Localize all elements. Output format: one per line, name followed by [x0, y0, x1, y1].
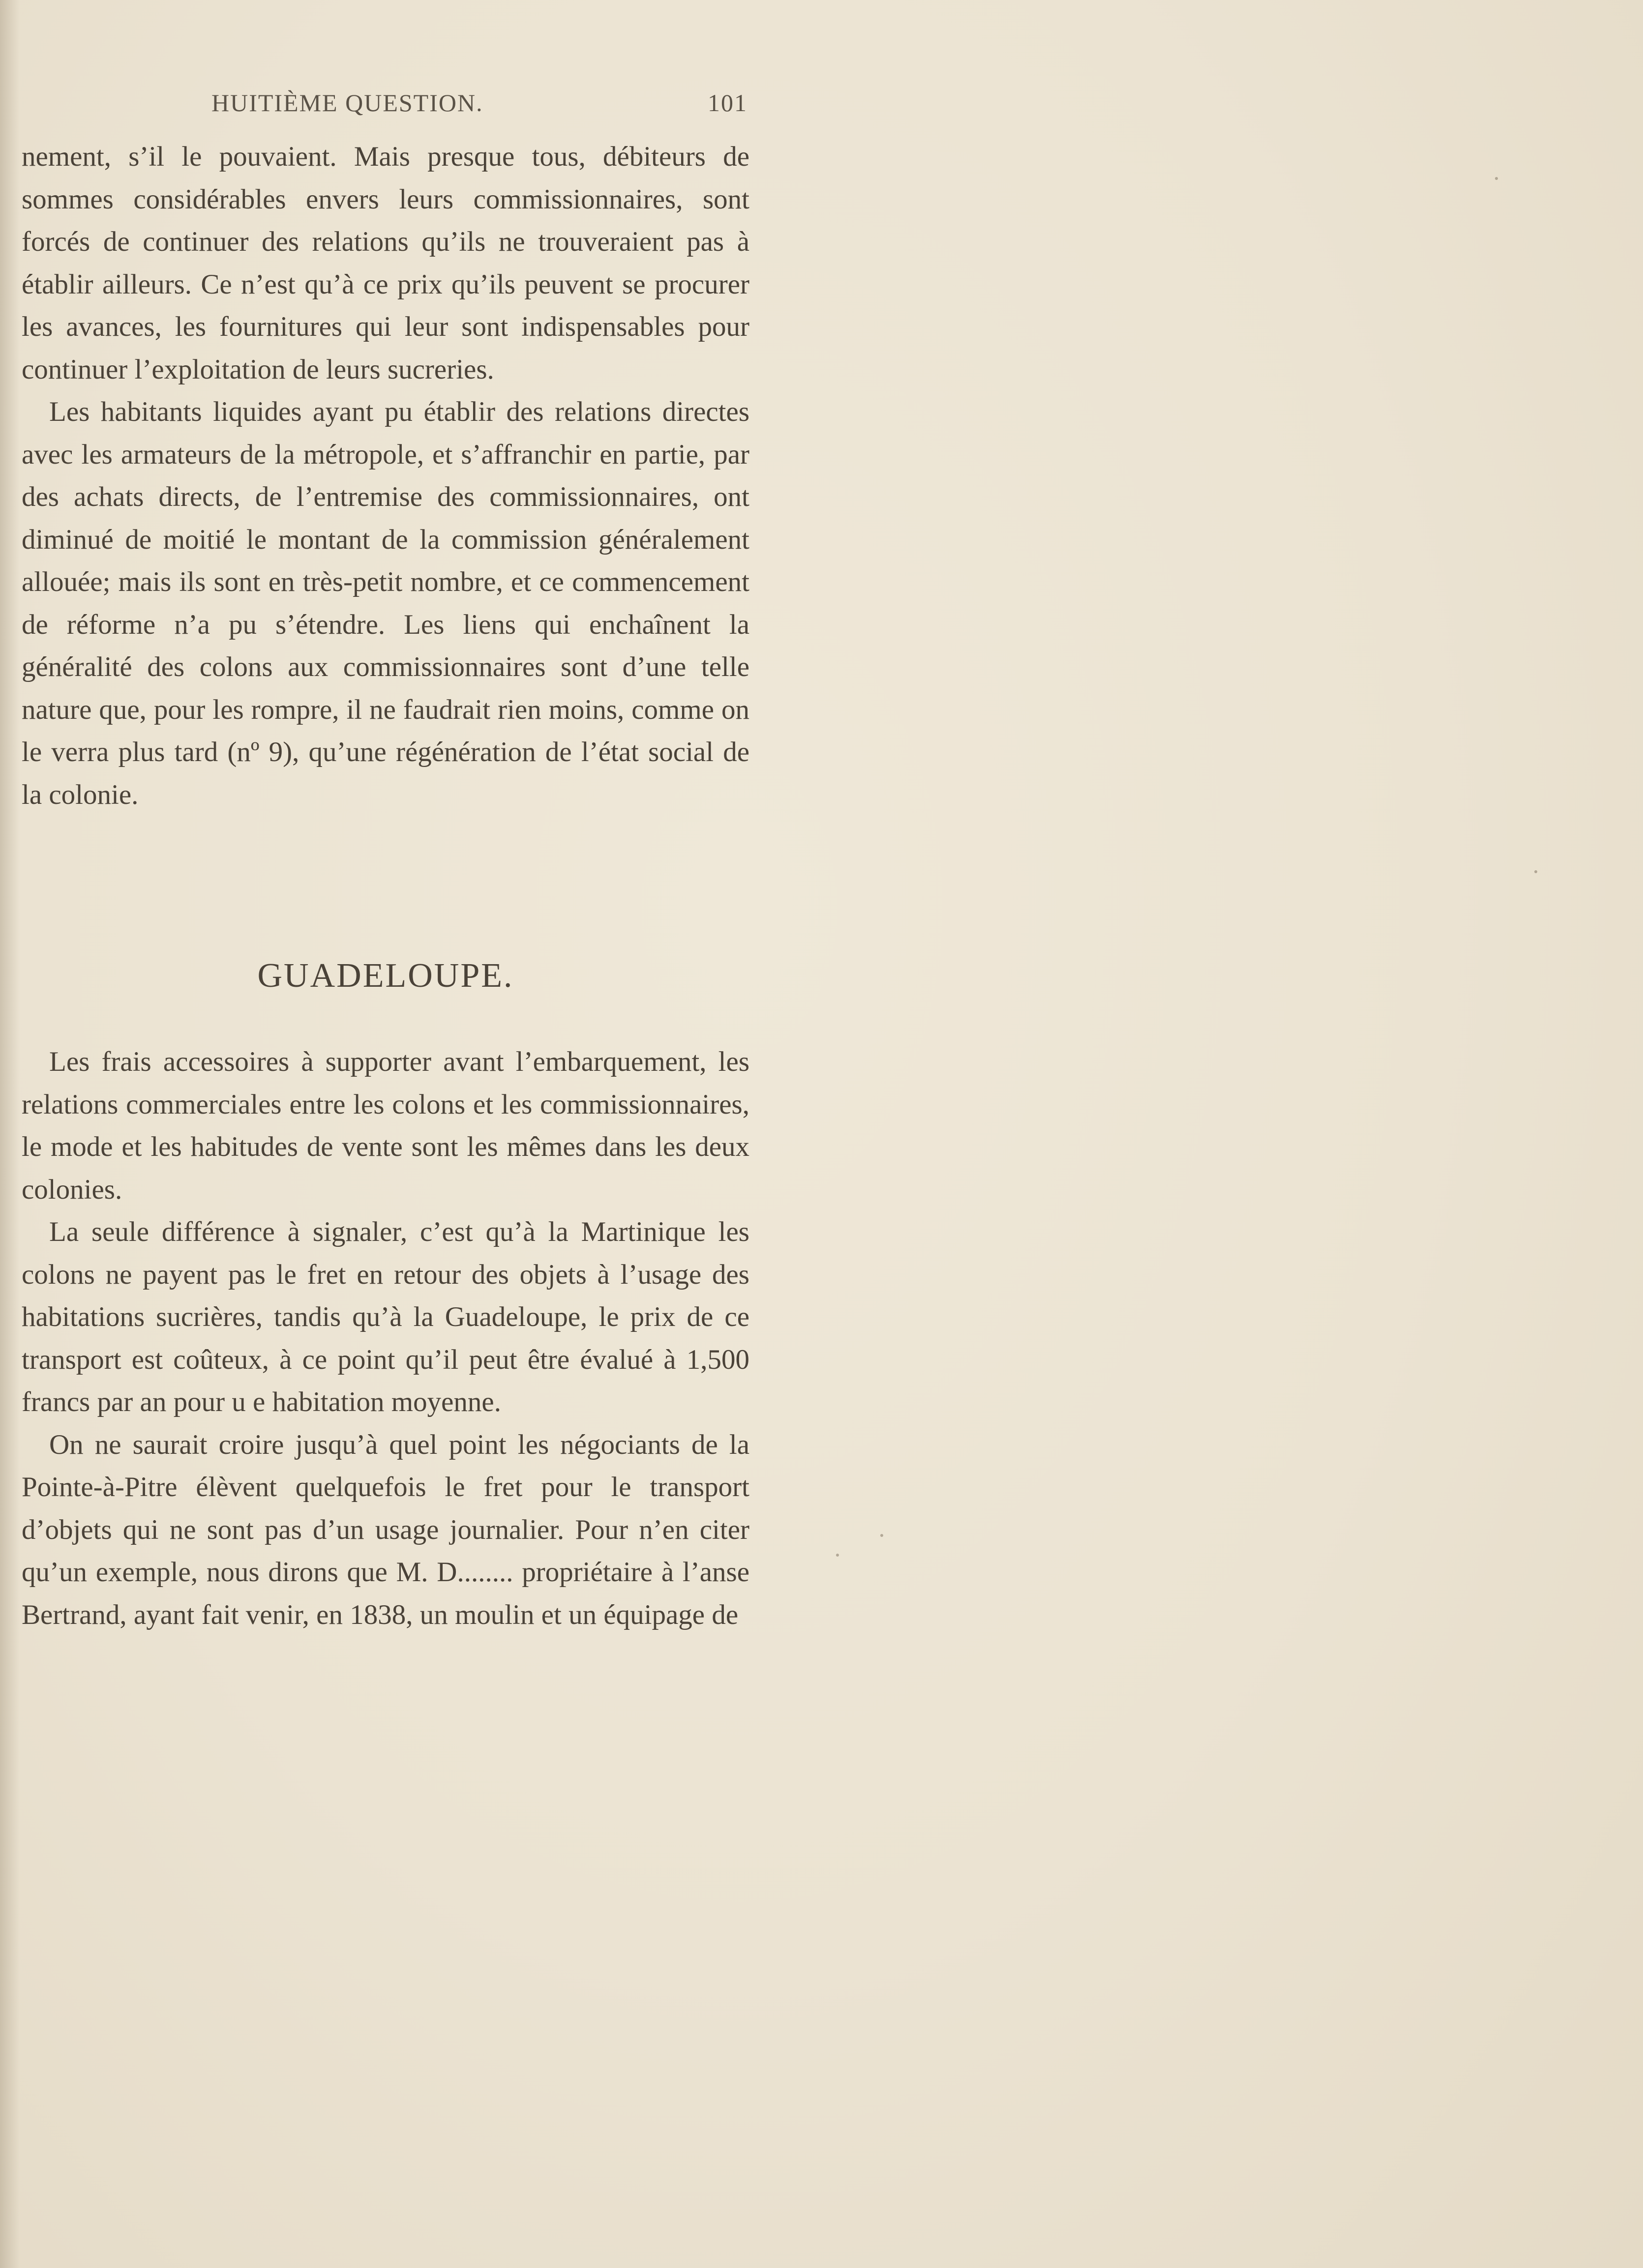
text-block-top — [22, 136, 749, 816]
page-header — [211, 88, 747, 123]
paper-speck — [1534, 870, 1537, 873]
paper-speck — [1495, 177, 1498, 180]
paragraph: La seule différence à signaler, c’est qu’à la Martinique les colons ne payent pas le fret en retour des objets à l’usage des habitations sucrières, tandis qu’à la Guadeloupe, le prix de ce transport est coûteux, à ce point qu’il peut être évalué à 1,500 francs par an pour u e habitation moyenne. — [22, 1216, 749, 1417]
paper-speck — [880, 1534, 883, 1537]
paragraph: On ne saurait croire jusqu’à quel point les négociants de la Pointe-à-Pitre élèvent quelquefois le fret pour le transport d’objets qui ne sont pas d’un usage journalier. Pour n’en citer qu’un exemple, nous dirons que M. D........ propriétaire à l’anse Bertrand, ayant fait venir, en 1838, un moulin et un équipage de — [22, 1429, 749, 1630]
paragraph: Les habitants liquides ayant pu établir des relations directes avec les armateurs de la métropole, et s’affranchir en partie, par des achats directs, de l’entremise des commissionnaires, ont diminué de moitié le montant de la commission généralement allouée; mais ils sont en très-petit nombre, et ce commencement de réforme n’a pu s’étendre. Les liens qui enchaînent la généralité des colons aux commissionnaires sont d’une telle nature que, pour les rompre, il ne faudrait rien moins, comme on le verra plus tard (nº 9), qu’une régénération de l’état social de la colonie. — [22, 396, 749, 810]
running-title: HUITIÈME QUESTION. — [211, 89, 483, 117]
paragraph: Les frais accessoires à supporter avant l’embarquement, les relations commerciales entre les colons et les commissionnaires, le mode et les habitudes de vente sont les mêmes dans les deux colonies. — [22, 1046, 749, 1205]
section-heading: GUADELOUPE. — [257, 957, 514, 995]
paper-speck — [836, 1554, 839, 1557]
text-block-bottom — [22, 1041, 749, 1636]
paragraph: nement, s’il le pouvaient. Mais presque tous, débiteurs de sommes considérables envers leurs commissionnaires, sont forcés de continuer des relations qu’ils ne trouveraient pas à établir ailleurs. Ce n’est qu’à ce prix qu’ils peuvent se procurer les avances, les fournitures qui leur sont indispensables pour continuer l’exploitation de leurs sucreries. — [22, 141, 749, 385]
page-number: 101 — [708, 89, 747, 117]
page-edge-shadow — [0, 0, 20, 2268]
